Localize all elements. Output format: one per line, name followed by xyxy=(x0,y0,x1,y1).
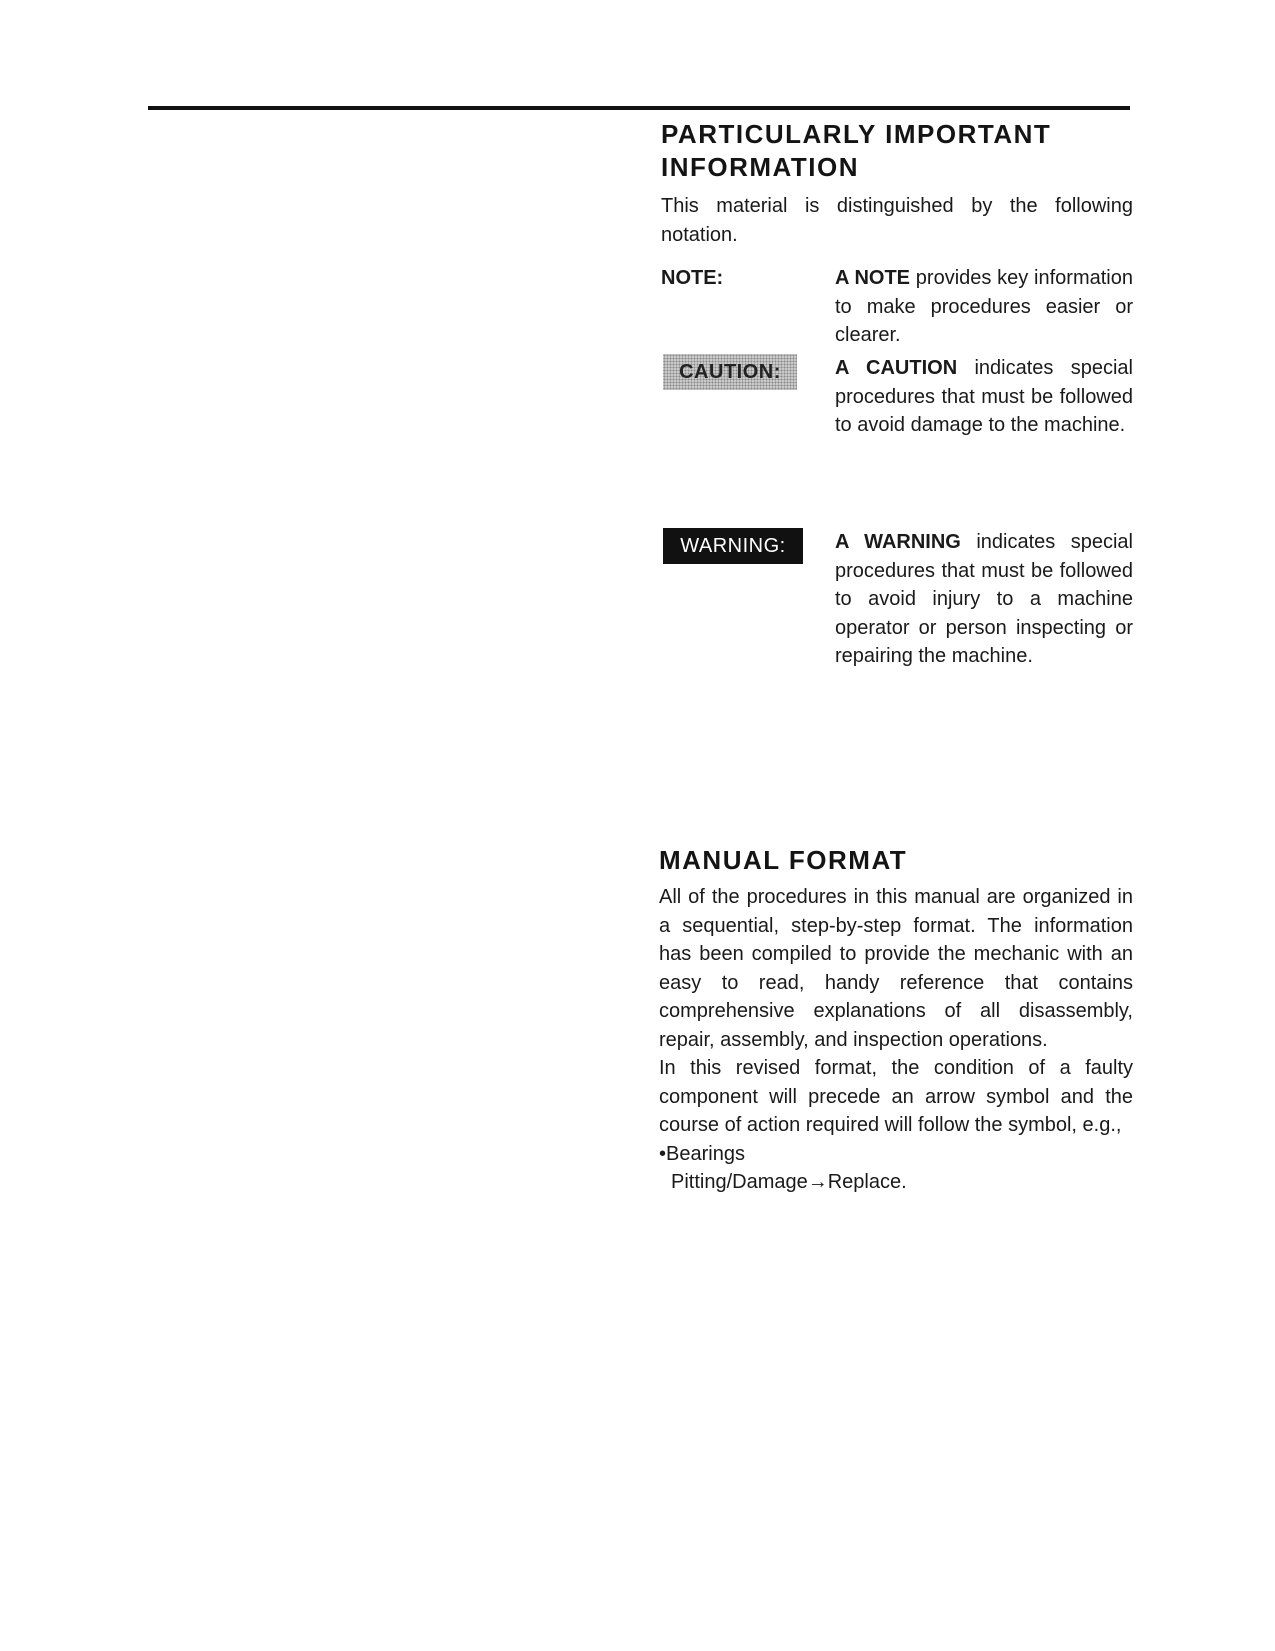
caution-badge: CAUTION: xyxy=(663,354,797,390)
example-item-bearings: •Bearings xyxy=(659,1142,745,1165)
manual-format-paragraph-1: All of the procedures in this manual are organized in a sequential, step-by-step format. The information has been compiled to provide the mechanic with an easy to read, handy reference that contains comprehensive explanations of all disassembly, repair, assembly, and inspection operations. xyxy=(659,886,1133,1051)
caution-lead: A CAUTION xyxy=(835,357,958,379)
manual-format-title: MANUAL FORMAT xyxy=(659,845,908,875)
example-detail: Pitting/Damage→Replace. xyxy=(671,1171,907,1193)
warning-badge: WARNING: xyxy=(663,528,803,564)
note-description xyxy=(835,264,1133,350)
warning-text: indicates special procedures that must be followed to avoid injury to a machine operator or person inspecting or repairing the machine. xyxy=(835,531,1133,667)
intro-text: This material is distinguished by the following notation. xyxy=(661,195,1133,246)
top-rule xyxy=(148,106,1130,110)
caution-description xyxy=(835,354,1133,440)
section-title-line1: PARTICULARLY IMPORTANT xyxy=(661,119,1052,149)
section-important-info xyxy=(661,118,1133,249)
note-text: provides key information to make procedures easier or clearer. xyxy=(835,267,1133,346)
warning-description xyxy=(835,528,1133,671)
note-label: NOTE: xyxy=(661,267,724,289)
note-lead: A NOTE xyxy=(835,267,911,289)
warning-lead: A WARNING xyxy=(835,531,961,553)
section-manual-format xyxy=(659,844,1133,1197)
manual-format-paragraph-2: In this revised format, the condition of a faulty component will precede an arrow symbol and the course of action required will follow the symbol, e.g., xyxy=(659,1057,1133,1136)
section-title-line2: INFORMATION xyxy=(661,152,859,182)
caution-text: indicates special procedures that must be followed to avoid damage to the machine. xyxy=(835,357,1133,436)
